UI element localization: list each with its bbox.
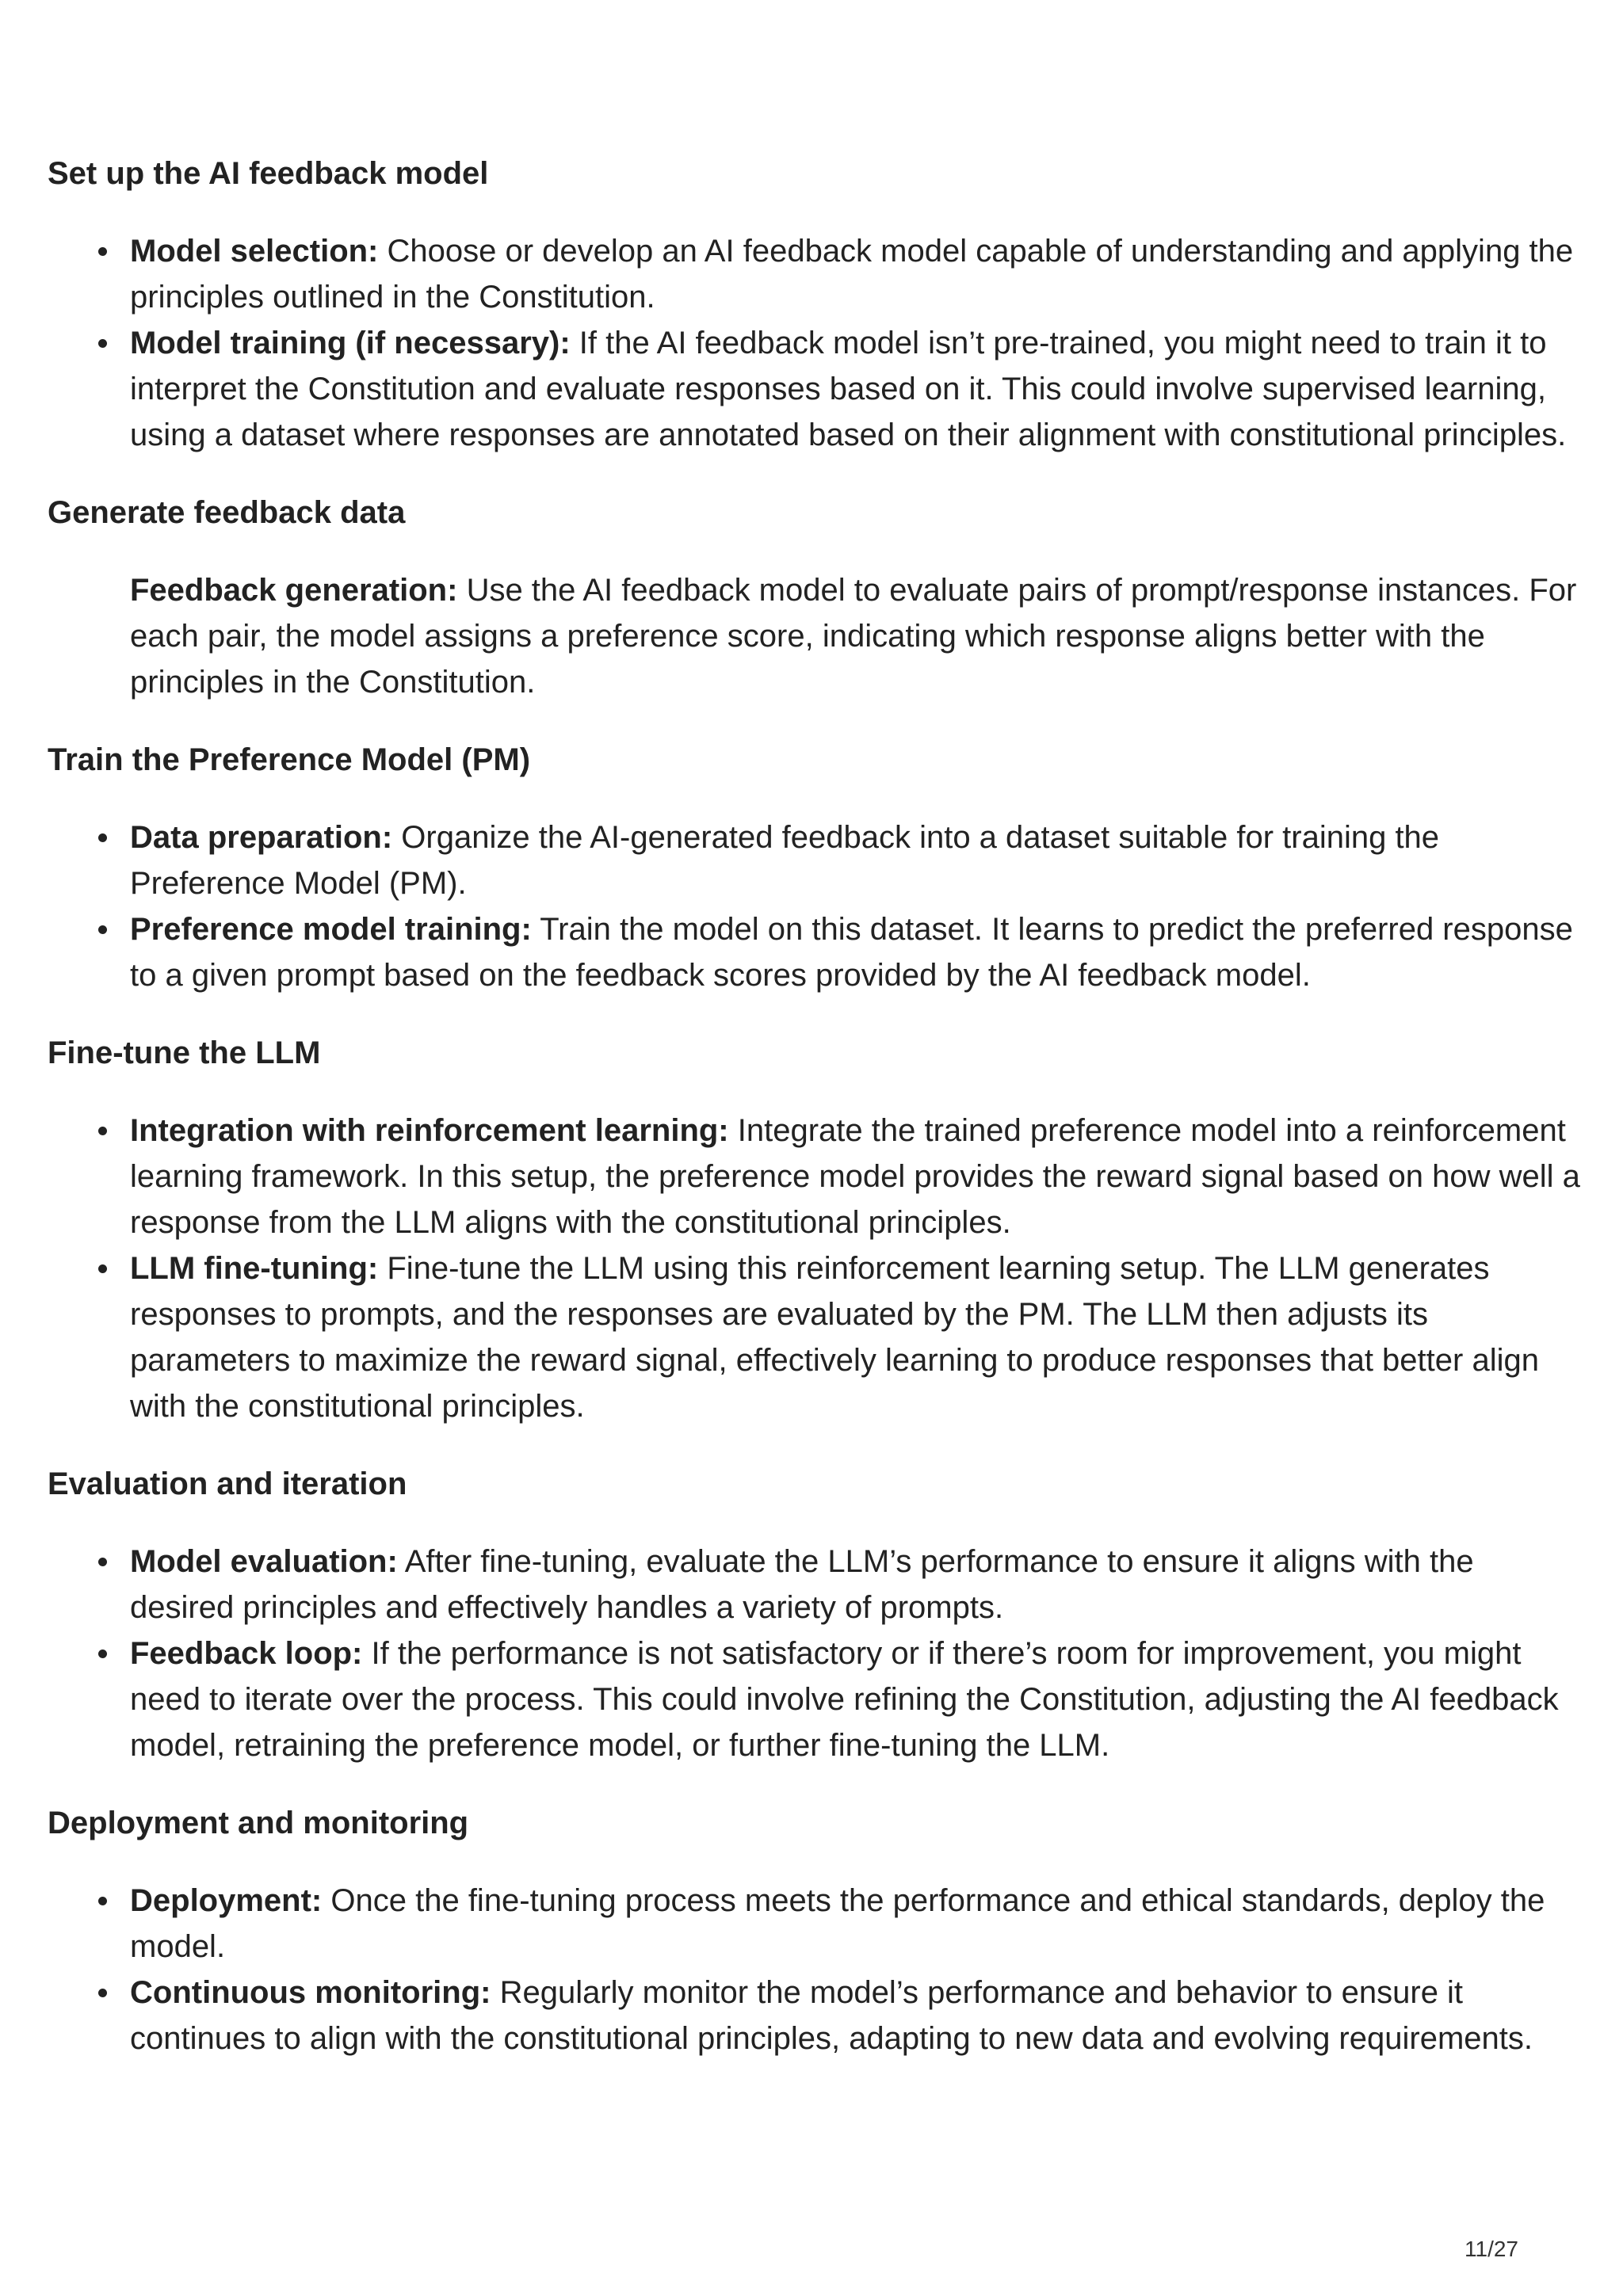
section-heading-train-pm: Train the Preference Model (PM) <box>48 742 531 777</box>
list-item-text: Fine-tune the LLM using this reinforcement learning setup. The LLM generates responses to prompts, and the responses are evaluated by the PM. The LLM then adjusts its parameters to maximize the reward signal, effectively learning to produce responses that better align with the constitutional principles. <box>130 1251 1539 1424</box>
section-heading-setup: Set up the AI feedback model <box>48 156 489 191</box>
bullet-list-fine-tune <box>48 1108 1585 1429</box>
bullet-list-train-pm <box>48 814 1585 998</box>
list-item-text: Choose or develop an AI feedback model capable of understanding and applying the principles outlined in the Constitution. <box>130 234 1574 315</box>
list-item-text: Regularly monitor the model’s performance and behavior to ensure it continues to align with the constitutional principles, adapting to new data and evolving requirements. <box>130 1975 1533 2056</box>
list-item-term: Data preparation: <box>130 820 393 855</box>
list-item-term: Integration with reinforcement learning: <box>130 1113 729 1148</box>
list-item <box>48 1878 1585 1970</box>
bullet-list-setup <box>48 228 1585 458</box>
list-item-text: Organize the AI-generated feedback into a dataset suitable for training the Preference Model (PM). <box>130 820 1440 901</box>
list-item <box>48 1630 1585 1768</box>
section-heading-deployment: Deployment and monitoring <box>48 1806 469 1840</box>
feedback-generation-paragraph <box>48 567 1585 705</box>
list-item-term: LLM fine-tuning: <box>130 1251 379 1286</box>
list-item-term: Continuous monitoring: <box>130 1975 491 2010</box>
list-item <box>48 228 1585 320</box>
section-heading-generate: Generate feedback data <box>48 495 406 530</box>
list-item <box>48 1108 1585 1245</box>
section-heading-fine-tune: Fine-tune the LLM <box>48 1035 321 1070</box>
list-item <box>48 1245 1585 1429</box>
bullet-list-evaluation <box>48 1539 1585 1768</box>
section-heading-evaluation: Evaluation and iteration <box>48 1466 407 1501</box>
document-content <box>48 151 1585 2093</box>
list-item <box>48 1539 1585 1630</box>
list-item <box>48 320 1585 458</box>
paragraph-term: Feedback generation: <box>130 573 458 608</box>
list-item-term: Model selection: <box>130 234 379 269</box>
list-item-term: Model training (if necessary): <box>130 326 571 360</box>
bullet-list-deployment <box>48 1878 1585 2061</box>
paragraph-text: Use the AI feedback model to evaluate pairs of prompt/response instances. For each pair, the model assigns a preference score, indicating which response aligns better with the principles in the Constitution. <box>130 573 1577 700</box>
list-item-term: Deployment: <box>130 1883 323 1918</box>
list-item-text: Once the fine-tuning process meets the performance and ethical standards, deploy the model. <box>130 1883 1545 1964</box>
list-item-text: If the AI feedback model isn’t pre-trained, you might need to train it to interpret the Constitution and evaluate responses based on it. This could involve supervised learning, using a dataset where responses are annotated based on their alignment with constitutional principles. <box>130 326 1567 452</box>
list-item <box>48 814 1585 906</box>
list-item-text: Train the model on this dataset. It learns to predict the preferred response to a given prompt based on the feedback scores provided by the AI feedback model. <box>130 912 1573 993</box>
list-item-text: After fine-tuning, evaluate the LLM’s performance to ensure it aligns with the desired principles and effectively handles a variety of prompts. <box>130 1544 1474 1625</box>
list-item <box>48 1970 1585 2061</box>
list-item-text: If the performance is not satisfactory or if there’s room for improvement, you might need to iterate over the process. This could involve refining the Constitution, adjusting the AI feedback model, retraining the preference model, or further fine-tuning the LLM. <box>130 1636 1559 1763</box>
list-item-term: Model evaluation: <box>130 1544 398 1579</box>
list-item-term: Preference model training: <box>130 912 532 947</box>
page-number: 11/27 <box>1465 2237 1518 2261</box>
list-item-text: Integrate the trained preference model into a reinforcement learning framework. In this setup, the preference model provides the reward signal based on how well a response from the LLM aligns with the constitutional principles. <box>130 1113 1580 1240</box>
list-item-term: Feedback loop: <box>130 1636 363 1671</box>
list-item <box>48 906 1585 998</box>
